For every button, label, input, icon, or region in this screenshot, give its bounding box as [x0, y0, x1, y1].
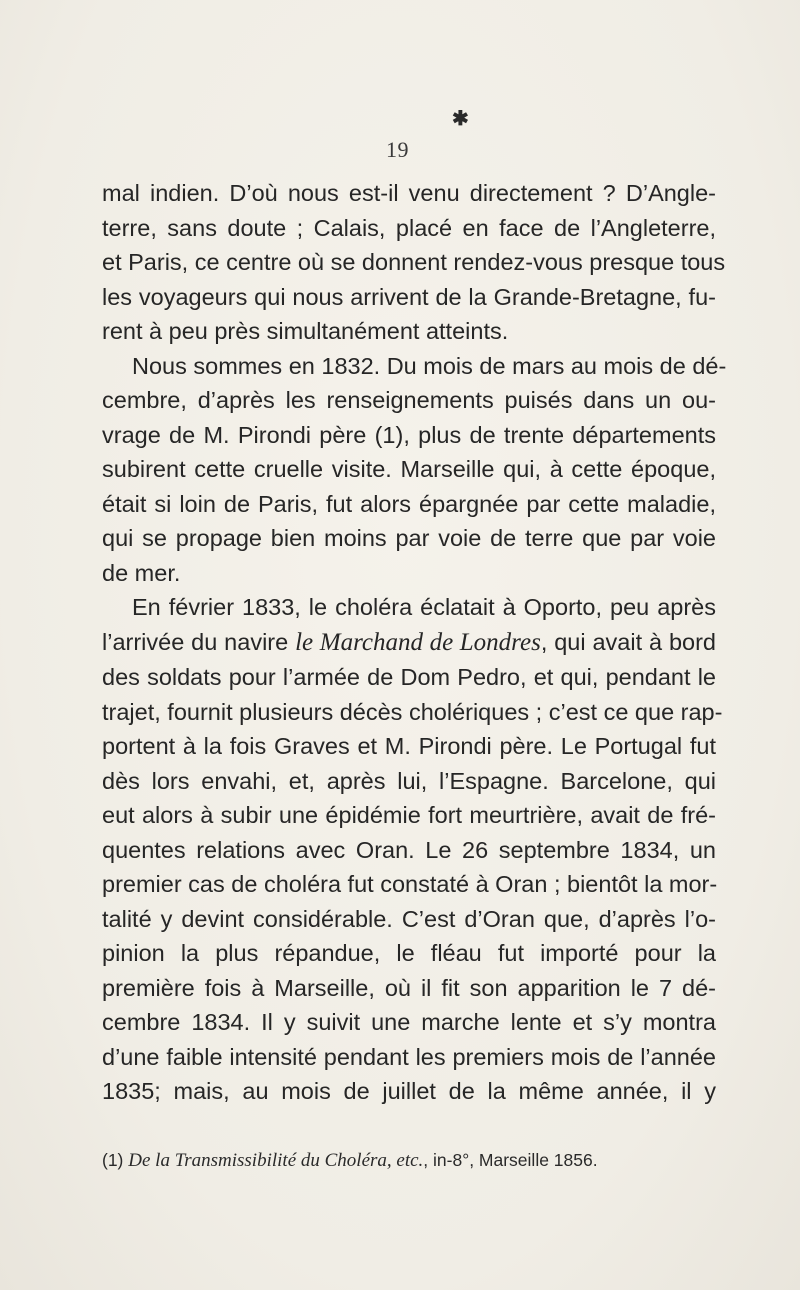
text-line: premier cas de choléra fut constaté à Oran ; bientôt la mor- — [102, 871, 718, 897]
ship-name: le Marchand de Londres — [295, 628, 541, 656]
text-line: cembre 1834. Il y suivit une marche lente et s’y montra — [102, 1009, 716, 1035]
text-line: mal indien. D’où nous est-il venu directement ? D’Angle- — [102, 180, 716, 206]
printer-mark: ✱ — [452, 106, 469, 130]
text-fragment: , qui avait à bord — [540, 628, 716, 655]
text-line: était si loin de Paris, fut alors épargnée par cette maladie, — [102, 490, 716, 517]
footnote-title: De la Transmissibilité du Choléra, etc. — [128, 1150, 424, 1171]
text-line: talité y devint considérable. C’est d’Oran que, d’après l’o- — [102, 905, 716, 932]
text-line: et Paris, ce centre où se donnent rendez-vous presque tous — [102, 249, 726, 275]
text-line: rent à peu près simultanément atteints. — [102, 318, 509, 344]
text-line: trajet, fournit plusieurs décès cholériques ; c’est ce que rap- — [102, 698, 723, 725]
text-line: eut alors à subir une épidémie fort meurtrière, avait de fré- — [102, 802, 716, 828]
page-number: 19 — [386, 137, 409, 162]
text-line: pinion la plus répandue, le fléau fut importé pour la — [102, 940, 716, 966]
text-line: cembre, d’après les renseignements puisés dans un ou- — [102, 387, 716, 413]
text-line: subirent cette cruelle visite. Marseille qui, à cette époque, — [102, 456, 716, 482]
text-line-with-italic — [102, 625, 716, 661]
text-line: terre, sans doute ; Calais, placé en face de l’Angleterre, — [102, 214, 716, 241]
text-line: des soldats pour l’armée de Dom Pedro, et qui, pendant le — [102, 664, 716, 690]
text-line: les voyageurs qui nous arrivent de la Grande-Bretagne, fu- — [102, 283, 716, 310]
text-line: dès lors envahi, et, après lui, l’Espagne. Barcelone, qui — [102, 767, 716, 794]
text-line: 1835; mais, au mois de juillet de la même année, il y — [102, 1078, 716, 1104]
footnote-marker: (1) — [102, 1150, 124, 1170]
text-line: d’une faible intensité pendant les premiers mois de l’année — [102, 1043, 716, 1070]
text-line: En février 1833, le choléra éclatait à Oporto, peu après — [132, 594, 716, 620]
text-line: de mer. — [102, 559, 181, 586]
text-line: vrage de M. Pirondi père (1), plus de trente départements — [102, 421, 716, 448]
text-fragment: l’arrivée du navire — [102, 628, 289, 655]
text-line: Nous sommes en 1832. Du mois de mars au mois de dé- — [132, 352, 727, 379]
footnote-rest: , in-8°, Marseille 1856. — [423, 1150, 598, 1170]
text-line: portent à la fois Graves et M. Pirondi père. Le Portugal fut — [102, 733, 716, 759]
text-line: quentes relations avec Oran. Le 26 septembre 1834, un — [102, 836, 716, 863]
footnote — [102, 1150, 722, 1172]
body-text — [102, 176, 727, 1109]
text-line: qui se propage bien moins par voie de terre que par voie — [102, 525, 716, 551]
text-line: première fois à Marseille, où il fit son apparition le 7 dé- — [102, 974, 716, 1001]
